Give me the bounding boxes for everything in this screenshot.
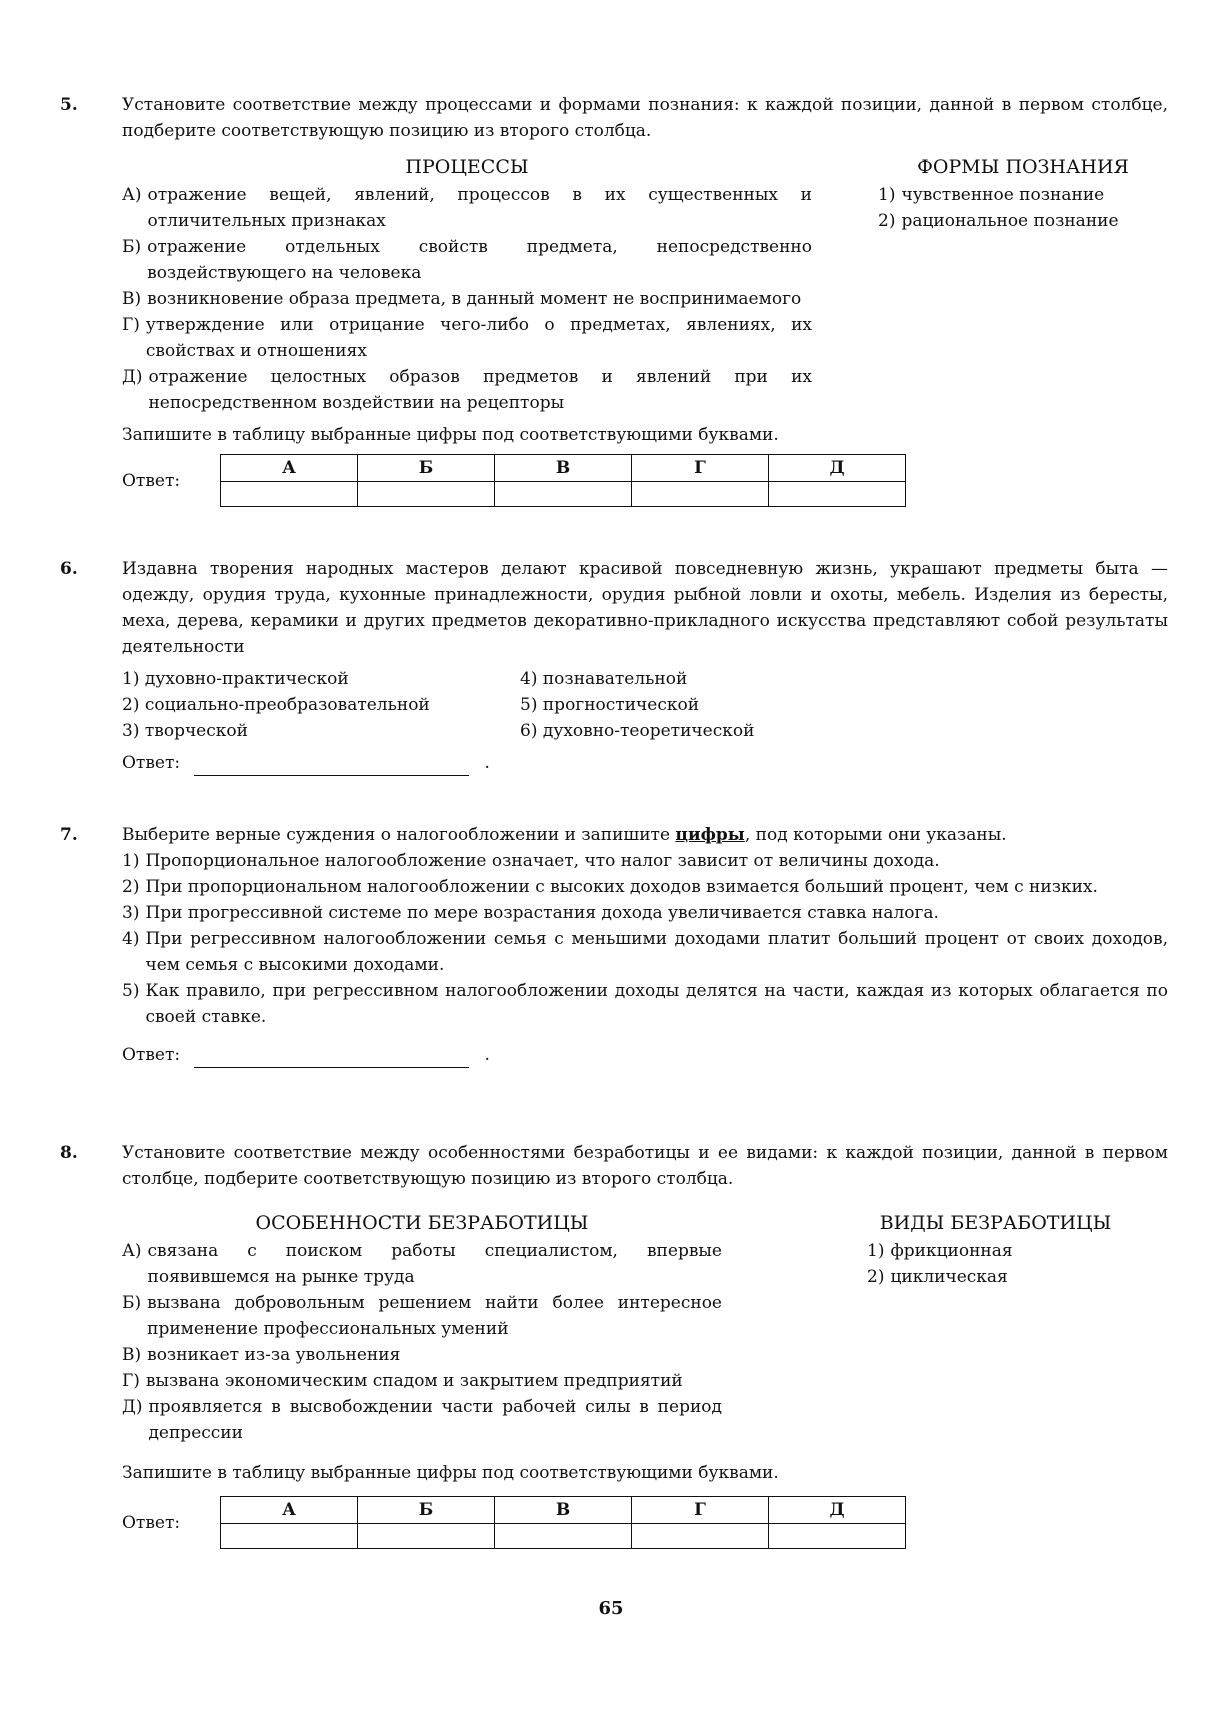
task-text: Издавна творения народных мастеров делают красивой повседневную жизнь, украшают предметы быта — одежду, орудия труда, кухонные принадлежности, орудия рыбной ловли и охоты, мебель. Изделия из бересты, меха, дерева, керамики и других предметов декоративно-прикладного искусства представляют собой результаты деятельности	[122, 559, 1168, 657]
item-label: Б)	[122, 1293, 142, 1313]
item-label: Д)	[122, 367, 143, 387]
answer-line[interactable]	[194, 757, 469, 776]
answer-line[interactable]	[194, 1049, 469, 1068]
column-heading: ПРОЦЕССЫ	[405, 156, 529, 178]
answer-dot: .	[484, 1045, 490, 1065]
table-header-cell: Д	[769, 455, 906, 482]
item-label: Д)	[122, 1397, 143, 1417]
table-header-cell: Б	[358, 455, 495, 482]
task-5	[60, 92, 1168, 507]
answer-table	[220, 454, 906, 507]
answer-cell[interactable]	[769, 1524, 906, 1549]
item-text: утверждение или отрицание чего-либо о предметах, явлениях, их свойствах и отношениях	[145, 315, 812, 361]
list-item	[122, 926, 1168, 978]
item-text: отражение целостных образов предметов и явлений при их непосредственном воздействии на рецепторы	[148, 367, 812, 413]
right-column	[823, 1210, 1168, 1446]
option-item: 5) прогностической	[520, 695, 700, 715]
instruction: Запишите в таблицу выбранные цифры под соответствующими буквами.	[122, 1463, 779, 1483]
answer-cell[interactable]	[769, 482, 906, 507]
list-item	[122, 1290, 722, 1342]
table-header-cell: В	[495, 1497, 632, 1524]
task-number: 7.	[60, 825, 78, 845]
options-left	[122, 666, 520, 744]
item-label: 4)	[122, 929, 140, 949]
item-label: 1)	[122, 851, 140, 871]
answer-cell[interactable]	[632, 482, 769, 507]
page-number: 65	[598, 1598, 624, 1619]
table-header-cell: Б	[358, 1497, 495, 1524]
item-text: отражение вещей, явлений, процессов в их существенных и отличительных признаках	[147, 185, 812, 231]
item-label: Г)	[122, 1371, 140, 1391]
answer-cell[interactable]	[632, 1524, 769, 1549]
item-text: проявляется в высвобождении части рабочей силы в период депрессии	[148, 1397, 722, 1443]
item-label: 5)	[122, 981, 140, 1001]
item-text: При регрессивном налогообложении семья с меньшими доходами платит больший процент от своих доходов, чем семья с высокими доходами.	[145, 929, 1168, 975]
answer-label: Ответ:	[122, 470, 181, 491]
list-item	[878, 208, 1168, 234]
item-label: 2)	[122, 877, 140, 897]
list-item	[122, 874, 1168, 900]
item-text: фрикционная	[890, 1241, 1013, 1261]
item-label: В)	[122, 1345, 142, 1365]
task-6	[60, 556, 1168, 776]
list-item	[122, 312, 812, 364]
right-column	[878, 154, 1168, 416]
task-intro: Установите соответствие между процессами и формами познания: к каждой позиции, данной в первом столбце, подберите соответствующую позицию из второго столбца.	[122, 95, 1168, 141]
item-label: 1)	[867, 1241, 885, 1261]
item-text: связана с поиском работы специалистом, впервые появившемся на рынке труда	[147, 1241, 722, 1287]
answer-label: Ответ:	[122, 753, 181, 773]
table-header-cell: В	[495, 455, 632, 482]
list-item	[878, 182, 1168, 208]
answer-label: Ответ:	[122, 1045, 181, 1065]
option-item: 2) социально-преобразовательной	[122, 695, 430, 715]
left-column	[122, 1210, 722, 1446]
list-item	[122, 900, 1168, 926]
item-text: отражение отдельных свойств предмета, непосредственно воздействующего на человека	[147, 237, 812, 283]
left-items	[122, 1238, 722, 1446]
answer-cell[interactable]	[358, 1524, 495, 1549]
table-header-cell: А	[221, 1497, 358, 1524]
item-text: рациональное познание	[901, 211, 1119, 231]
task-intro	[122, 822, 1168, 848]
column-heading: ОСОБЕННОСТИ БЕЗРАБОТИЦЫ	[255, 1212, 589, 1234]
answer-dot: .	[484, 753, 490, 773]
answer-label: Ответ:	[122, 1512, 181, 1533]
intro-text-end: , под которыми они указаны.	[744, 825, 1007, 845]
option-item: 4) познавательной	[520, 669, 688, 689]
answer-table	[220, 1496, 906, 1549]
item-text: возникновение образа предмета, в данный момент не воспринимаемого	[147, 289, 802, 309]
task-number: 5.	[60, 95, 78, 115]
statement-list	[122, 848, 1168, 1030]
intro-emphasis: цифры	[675, 825, 745, 845]
option-item: 6) духовно-теоретической	[520, 721, 755, 741]
option-item: 3) творческой	[122, 721, 248, 741]
item-text: вызвана добровольным решением найти более интересное применение профессиональных умений	[147, 1293, 722, 1339]
item-text: чувственное познание	[901, 185, 1105, 205]
instruction: Запишите в таблицу выбранные цифры под соответствующими буквами.	[122, 425, 779, 445]
list-item	[122, 1342, 722, 1368]
item-label: 2)	[878, 211, 896, 231]
answer-cell[interactable]	[221, 1524, 358, 1549]
column-heading: ВИДЫ БЕЗРАБОТИЦЫ	[879, 1212, 1112, 1234]
answer-cell[interactable]	[495, 1524, 632, 1549]
list-item	[122, 978, 1168, 1030]
left-column	[122, 154, 812, 416]
task-7	[60, 822, 1168, 1068]
options-right	[520, 666, 754, 744]
list-item	[122, 182, 812, 234]
intro-text: Выберите верные суждения о налогообложении и запишите	[122, 825, 676, 845]
item-label: В)	[122, 289, 142, 309]
list-item	[122, 1238, 722, 1290]
left-items	[122, 182, 812, 416]
right-items	[878, 182, 1168, 234]
option-item: 1) духовно-практической	[122, 669, 349, 689]
table-header-cell: Г	[632, 455, 769, 482]
right-items	[823, 1238, 1168, 1290]
task-number: 6.	[60, 559, 78, 579]
item-text: Как правило, при регрессивном налогообложении доходы делятся на части, каждая из которых облагается по своей ставке.	[145, 981, 1168, 1027]
item-text: возникает из-за увольнения	[147, 1345, 401, 1365]
item-label: 1)	[878, 185, 896, 205]
list-item	[867, 1238, 1168, 1264]
item-label: Б)	[122, 237, 142, 257]
item-label: А)	[122, 1241, 142, 1261]
table-header-cell: Д	[769, 1497, 906, 1524]
list-item	[122, 1368, 722, 1394]
item-label: Г)	[122, 315, 140, 335]
item-text: циклическая	[890, 1267, 1008, 1287]
answer-cell[interactable]	[358, 482, 495, 507]
item-text: При прогрессивной системе по мере возрастания дохода увеличивается ставка налога.	[145, 903, 939, 923]
item-text: вызвана экономическим спадом и закрытием предприятий	[145, 1371, 683, 1391]
task-8	[60, 1140, 1168, 1549]
item-label: А)	[122, 185, 142, 205]
list-item	[867, 1264, 1168, 1290]
answer-cell[interactable]	[221, 482, 358, 507]
item-text: При пропорциональном налогообложении с высоких доходов взимается больший процент, чем с низких.	[145, 877, 1098, 897]
list-item	[122, 1394, 722, 1446]
task-number: 8.	[60, 1143, 78, 1163]
list-item	[122, 286, 812, 312]
table-header-cell: Г	[632, 1497, 769, 1524]
table-header-cell: А	[221, 455, 358, 482]
list-item	[122, 364, 812, 416]
list-item	[122, 848, 1168, 874]
item-label: 2)	[867, 1267, 885, 1287]
item-label: 3)	[122, 903, 140, 923]
answer-cell[interactable]	[495, 482, 632, 507]
task-intro: Установите соответствие между особенностями безработицы и ее видами: к каждой позиции, данной в первом столбце, подберите соответствующую позицию из второго столбца.	[122, 1143, 1168, 1189]
list-item	[122, 234, 812, 286]
column-heading: ФОРМЫ ПОЗНАНИЯ	[917, 156, 1129, 178]
item-text: Пропорциональное налогообложение означает, что налог зависит от величины дохода.	[145, 851, 940, 871]
